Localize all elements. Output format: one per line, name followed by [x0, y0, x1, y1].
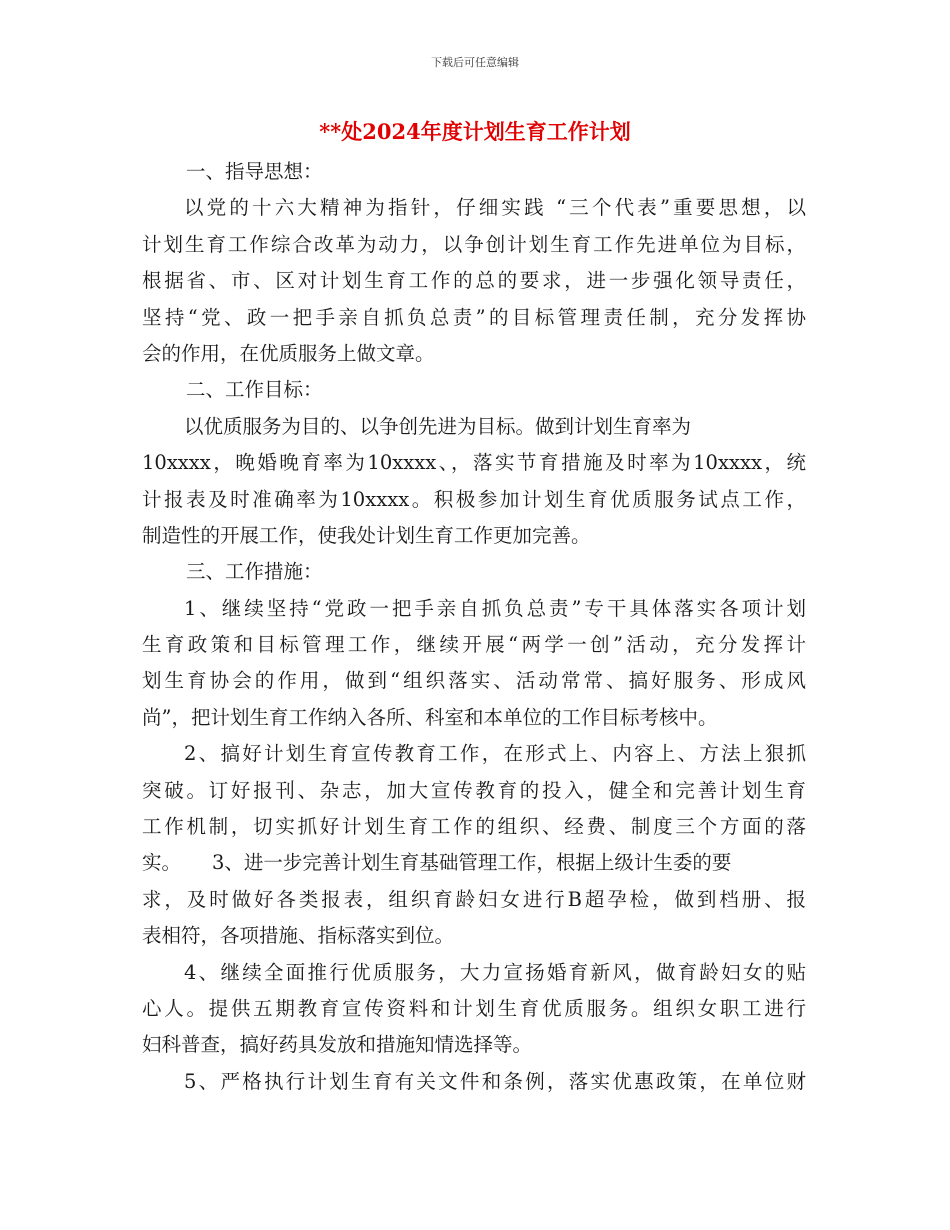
paragraph-line: 工作机制，切实抓好计划生育工作的组织、经费、制度三个方面的落 [142, 815, 806, 839]
paragraph-line: 计划生育工作综合改革为动力，以争创计划生育工作先进单位为目标， [142, 232, 806, 256]
paragraph-line: 心人。提供五期教育宣传资料和计划生育优质服务。组织女职工进行 [142, 996, 806, 1020]
header-note: 下载后可任意编辑 [431, 56, 519, 69]
paragraph-line: 根据省、市、区对计划生育工作的总的要求，进一步强化领导责任， [142, 269, 806, 293]
paragraph-line: 2、搞好计划生育宣传教育工作，在形式上、内容上、方法上狠抓 [184, 742, 806, 766]
section-heading: 一、指导思想： [186, 160, 323, 183]
paragraph-line: 妇科普查，搞好药具发放和措施知情选择等。 [142, 1033, 533, 1057]
paragraph-line: 实。 3、进一步完善计划生育基础管理工作，根据上级计生委的要 [142, 851, 732, 875]
paragraph-line: 尚”，把计划生育工作纳入各所、科室和本单位的工作目标考核中。 [142, 705, 718, 729]
paragraph-line: 会的作用，在优质服务上做文章。 [142, 341, 435, 365]
paragraph-line: 划生育协会的作用，做到“组织落实、活动常常、搞好服务、形成风 [142, 669, 806, 693]
section-heading: 二、工作目标： [186, 378, 323, 402]
document-title: **处2024年度计划生育工作计划 [319, 119, 631, 144]
paragraph-line: 4、继续全面推行优质服务，大力宣扬婚育新风，做育龄妇女的贴 [184, 960, 806, 984]
paragraph-line: 以党的十六大精神为指针，仔细实践 “三个代表”重要思想，以 [184, 196, 806, 220]
paragraph-line: 计报表及时准确率为10xxxx。积极参加计划生育优质服务试点工作， [142, 487, 806, 511]
paragraph-line: 坚持“党、政一把手亲自抓负总责”的目标管理责任制，充分发挥协 [142, 305, 806, 329]
paragraph-line: 制造性的开展工作，使我处计划生育工作更加完善。 [142, 523, 591, 547]
paragraph-line: 1、继续坚持“党政一把手亲自抓负总责”专干具体落实各项计划 [184, 596, 806, 620]
paragraph-line: 生育政策和目标管理工作，继续开展“两学一创”活动，充分发挥计 [142, 633, 806, 657]
paragraph-line: 求，及时做好各类报表，组织育龄妇女进行B超孕检，做到档册、报 [142, 887, 806, 911]
paragraph-line: 突破。订好报刊、杂志，加大宣传教育的投入，健全和完善计划生育 [142, 778, 806, 802]
paragraph-line: 表相符，各项措施、指标落实到位。 [142, 924, 455, 948]
document-body [142, 154, 806, 1100]
section-heading: 三、工作措施： [186, 560, 323, 584]
paragraph-line: 10xxxx，晚婚晚育率为10xxxx、，落实节育措施及时率为10xxxx，统 [142, 451, 806, 475]
paragraph-line: 以优质服务为目的、以争创先进为目标。做到计划生育率为 [184, 414, 692, 438]
paragraph-line: 5、严格执行计划生育有关文件和条例，落实优惠政策，在单位财 [184, 1069, 806, 1093]
